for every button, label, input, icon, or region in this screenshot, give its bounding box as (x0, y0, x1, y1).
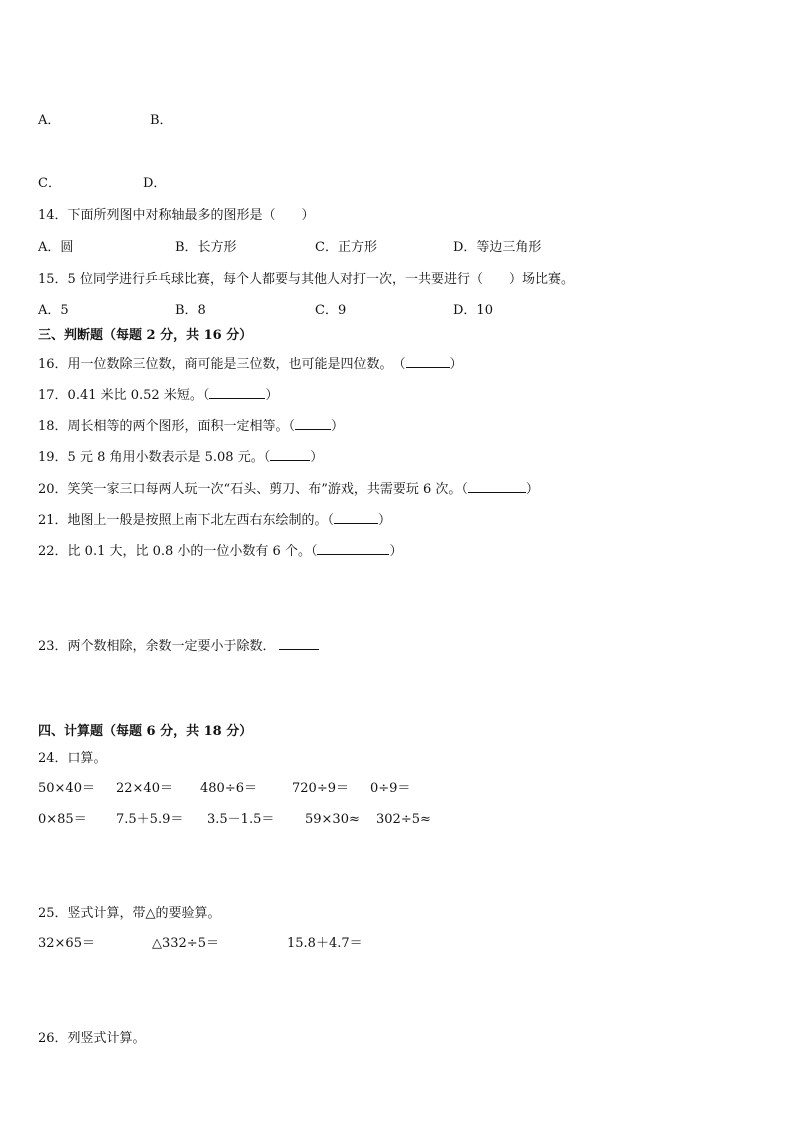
mental-calc-item: 3.5－1.5＝ (207, 812, 275, 827)
q14-option-d: D．等边三角形 (453, 240, 542, 255)
judge-tail: ） (525, 482, 539, 497)
q15-stem: 15．5 位同学进行乒乓球比赛，每个人都要与其他人对打一次，一共要进行（ ）场比赛。 (38, 272, 574, 287)
answer-blank[interactable] (270, 448, 310, 461)
mental-calc-item: 59×30≈ (305, 812, 360, 827)
judge-item-17 (38, 386, 278, 404)
q24-stem: 24．口算。 (38, 751, 107, 766)
vertical-calc-item: △332÷5＝ (152, 936, 219, 951)
judge-item-23 (38, 637, 319, 655)
q13-option-b: B． (150, 113, 173, 128)
mental-calc-item: 302÷5≈ (376, 812, 431, 827)
judge-item-20 (38, 480, 539, 498)
answer-blank[interactable] (468, 480, 526, 493)
answer-blank[interactable] (209, 386, 265, 399)
mental-calc-item: 480÷6＝ (200, 781, 257, 796)
judge-text: 19．5 元 8 角用小数表示是 5.08 元。（ (38, 450, 271, 465)
q14-option-b: B．长方形 (175, 240, 237, 255)
mental-calc-item: 50×40＝ (38, 781, 95, 796)
judge-item-22 (38, 542, 402, 560)
answer-blank[interactable] (317, 542, 389, 555)
q15-option-a: A．5 (38, 303, 69, 318)
judge-tail: ） (265, 388, 279, 403)
answer-blank[interactable] (279, 637, 319, 650)
mental-calc-item: 720÷9＝ (292, 781, 349, 796)
judge-item-21 (38, 511, 391, 529)
judge-tail: ） (331, 419, 345, 434)
judge-text: 18．周长相等的两个图形，面积一定相等。（ (38, 419, 296, 434)
judge-item-18 (38, 417, 344, 435)
judge-text: 21．地图上一般是按照上南下北左西右东绘制的。（ (38, 513, 335, 528)
judge-tail: ） (310, 450, 324, 465)
mental-calc-item: 0×85＝ (38, 812, 87, 827)
q26-stem: 26．列竖式计算。 (38, 1031, 146, 1046)
judge-text: 23．两个数相除，余数一定要小于除数． (38, 639, 276, 654)
q13-option-a: A． (38, 113, 61, 128)
q14-option-a: A．圆 (38, 240, 74, 255)
q15-option-b: B．8 (175, 303, 206, 318)
mental-calc-item: 22×40＝ (116, 781, 173, 796)
judge-text: 20．笑笑一家三口每两人玩一次“石头、剪刀、布”游戏，共需要玩 6 次。（ (38, 482, 468, 497)
judge-text: 22．比 0.1 大，比 0.8 小的一位小数有 6 个。（ (38, 544, 318, 559)
q14-option-c: C．正方形 (315, 240, 377, 255)
judge-item-16 (38, 355, 463, 373)
vertical-calc-item: 15.8＋4.7＝ (287, 936, 363, 951)
judge-item-19 (38, 448, 323, 466)
mental-calc-item: 0÷9＝ (370, 781, 411, 796)
answer-blank[interactable] (334, 511, 378, 524)
vertical-calc-item: 32×65＝ (38, 936, 95, 951)
section-heading-judgement: 三、判断题（每题 2 分，共 16 分） (38, 328, 253, 343)
answer-blank[interactable] (295, 417, 331, 430)
section-heading-calculation: 四、计算题（每题 6 分，共 18 分） (38, 724, 253, 739)
q14-stem: 14．下面所列图中对称轴最多的图形是（ ） (38, 208, 315, 223)
judge-tail: ） (449, 357, 463, 372)
judge-text: 17．0.41 米比 0.52 米短。（ (38, 388, 210, 403)
q15-option-d: D．10 (453, 303, 493, 318)
judge-text: 16．用一位数除三位数，商可能是三位数，也可能是四位数。 （ (38, 357, 406, 372)
judge-tail: ） (378, 513, 392, 528)
answer-blank[interactable] (406, 355, 450, 368)
judge-tail: ） (389, 544, 403, 559)
q13-option-c: C． (38, 176, 61, 191)
mental-calc-item: 7.5＋5.9＝ (116, 812, 184, 827)
q13-option-d: D． (143, 176, 167, 191)
q25-stem: 25．竖式计算，带△的要验算。 (38, 906, 221, 921)
q15-option-c: C．9 (315, 303, 347, 318)
